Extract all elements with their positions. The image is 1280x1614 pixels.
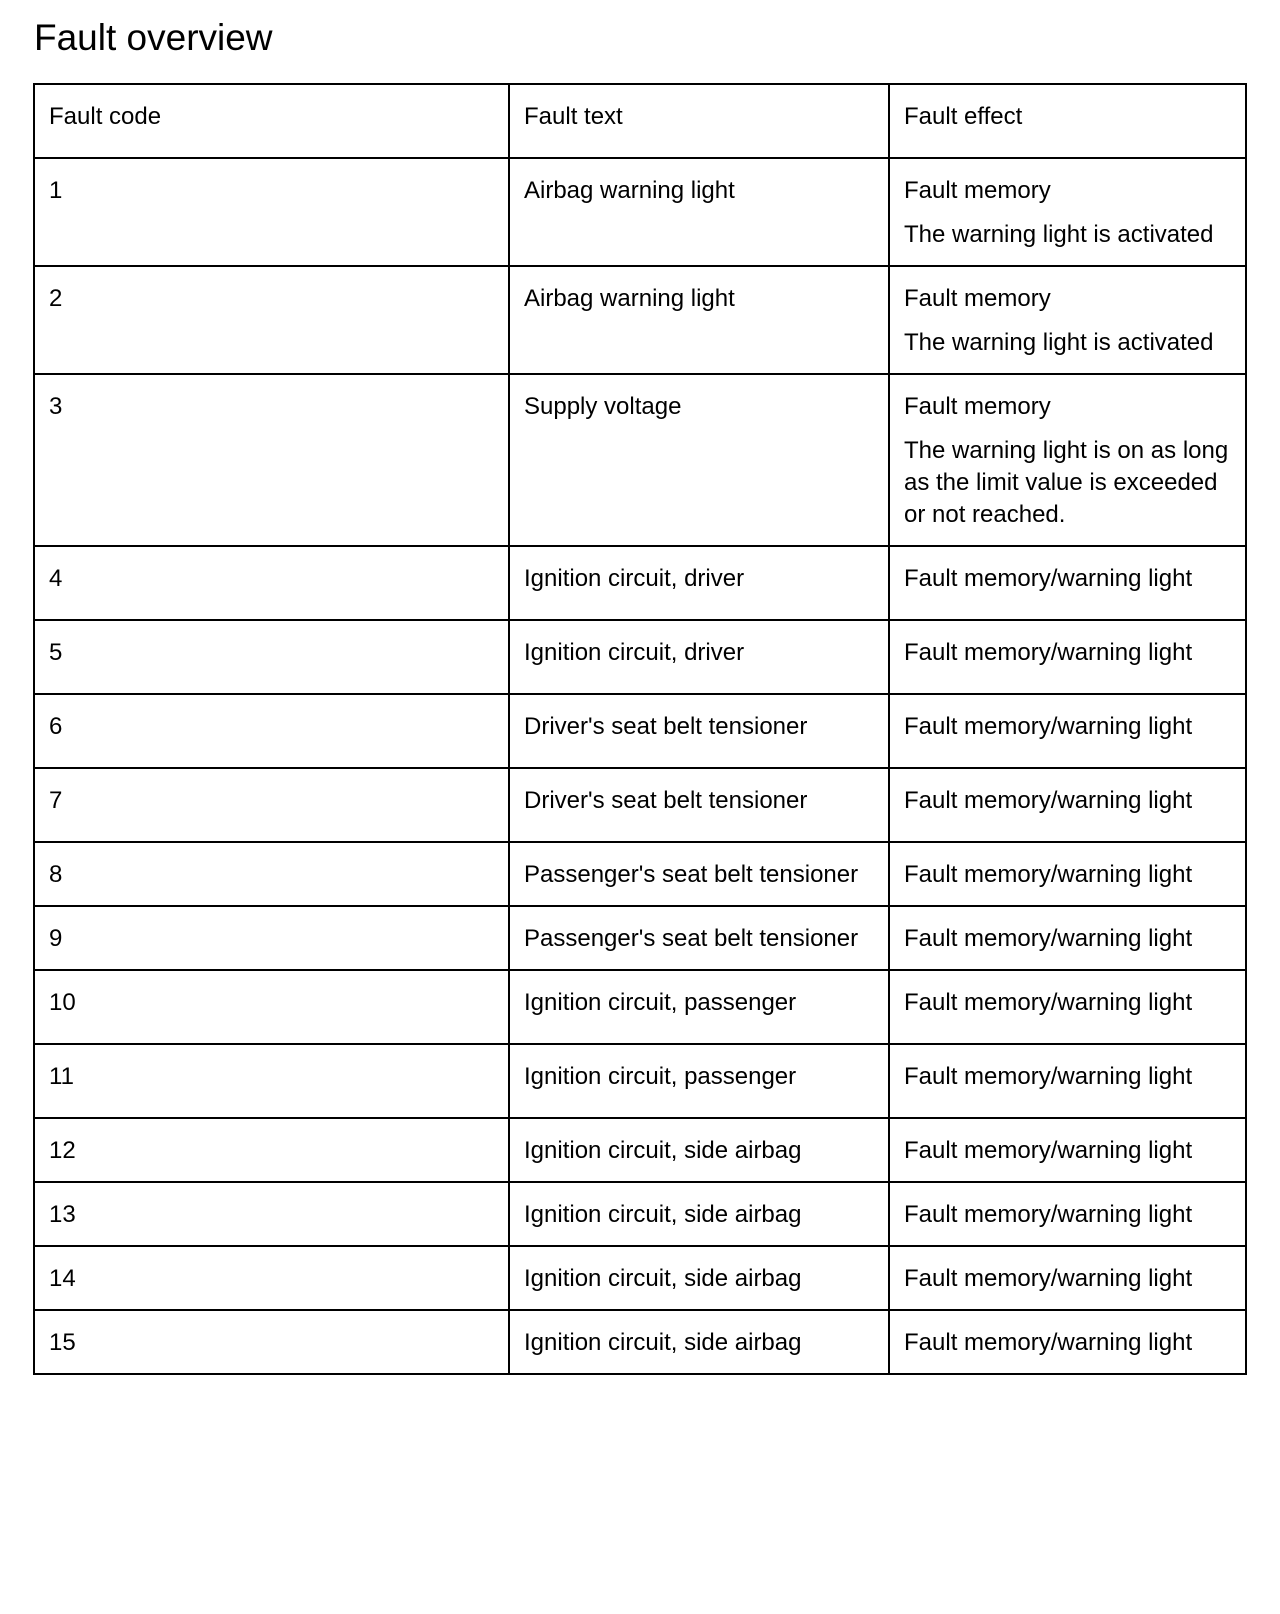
fault-text-cell: Airbag warning light [509,266,889,374]
header-fault-code: Fault code [34,84,509,158]
fault-text-cell: Ignition circuit, passenger [509,970,889,1044]
table-row [34,546,1246,620]
fault-code-cell: 3 [34,374,509,546]
fault-effect-cell [889,694,1246,768]
fault-effect-cell [889,1246,1246,1310]
fault-code-cell: 8 [34,842,509,906]
table-row [34,768,1246,842]
fault-effect-cell [889,620,1246,694]
fault-effect-cell [889,1182,1246,1246]
fault-effect-line: The warning light is activated [904,221,1214,248]
table-row [34,1044,1246,1118]
fault-code-cell: 14 [34,1246,509,1310]
fault-code-cell: 15 [34,1310,509,1374]
fault-text-cell: Passenger's seat belt tensioner [509,842,889,906]
fault-effect-line: Fault memory/warning light [904,639,1193,666]
fault-code-cell: 2 [34,266,509,374]
fault-effect-line: Fault memory/warning light [904,787,1193,814]
table-row [34,970,1246,1044]
fault-table [33,83,1247,1375]
fault-code-cell: 7 [34,768,509,842]
fault-text-cell: Ignition circuit, side airbag [509,1246,889,1310]
table-row [34,620,1246,694]
fault-text-cell: Driver's seat belt tensioner [509,768,889,842]
fault-effect-cell [889,842,1246,906]
table-row [34,374,1246,546]
fault-effect-cell [889,970,1246,1044]
fault-text-cell: Ignition circuit, side airbag [509,1182,889,1246]
table-header-row [34,84,1246,158]
fault-effect-line: Fault memory/warning light [904,1201,1193,1228]
table-row [34,1310,1246,1374]
fault-effect-cell [889,768,1246,842]
fault-effect-cell [889,266,1246,374]
fault-effect-cell [889,158,1246,266]
table-row [34,1182,1246,1246]
fault-text-cell: Ignition circuit, driver [509,546,889,620]
fault-code-cell: 11 [34,1044,509,1118]
fault-effect-cell [889,546,1246,620]
fault-text-cell: Supply voltage [509,374,889,546]
fault-text-cell: Ignition circuit, passenger [509,1044,889,1118]
fault-effect-line: Fault memory/warning light [904,1329,1193,1356]
table-row [34,158,1246,266]
fault-text-cell: Ignition circuit, driver [509,620,889,694]
page-title: Fault overview [34,17,273,58]
fault-effect-line: Fault memory/warning light [904,989,1193,1016]
table-row [34,694,1246,768]
fault-effect-cell [889,906,1246,970]
fault-effect-line: Fault memory/warning light [904,1265,1193,1292]
fault-effect-line: Fault memory/warning light [904,565,1193,592]
table-row [34,266,1246,374]
fault-effect-line: Fault memory [904,285,1051,312]
fault-text-cell: Airbag warning light [509,158,889,266]
fault-effect-line: Fault memory/warning light [904,861,1193,888]
fault-text-cell: Passenger's seat belt tensioner [509,906,889,970]
fault-effect-cell [889,1118,1246,1182]
fault-code-cell: 5 [34,620,509,694]
fault-effect-line: Fault memory [904,177,1051,204]
fault-text-cell: Ignition circuit, side airbag [509,1118,889,1182]
fault-code-cell: 9 [34,906,509,970]
fault-effect-cell [889,1310,1246,1374]
table-body [34,158,1246,1374]
fault-effect-cell [889,374,1246,546]
table-row [34,842,1246,906]
fault-code-cell: 4 [34,546,509,620]
header-fault-effect: Fault effect [889,84,1246,158]
fault-code-cell: 12 [34,1118,509,1182]
fault-text-cell: Ignition circuit, side airbag [509,1310,889,1374]
fault-effect-line: Fault memory/warning light [904,925,1193,952]
table-row [34,906,1246,970]
fault-effect-line: Fault memory/warning light [904,1063,1193,1090]
fault-code-cell: 6 [34,694,509,768]
fault-effect-line: Fault memory [904,393,1051,420]
fault-text-cell: Driver's seat belt tensioner [509,694,889,768]
fault-code-cell: 10 [34,970,509,1044]
fault-code-cell: 13 [34,1182,509,1246]
header-fault-text: Fault text [509,84,889,158]
table-row [34,1118,1246,1182]
fault-effect-line: Fault memory/warning light [904,713,1193,740]
fault-effect-line: Fault memory/warning light [904,1137,1193,1164]
fault-effect-cell [889,1044,1246,1118]
fault-code-cell: 1 [34,158,509,266]
table-row [34,1246,1246,1310]
fault-effect-line: The warning light is on as long as the limit value is exceeded or not reached. [904,437,1229,528]
fault-effect-line: The warning light is activated [904,329,1214,356]
